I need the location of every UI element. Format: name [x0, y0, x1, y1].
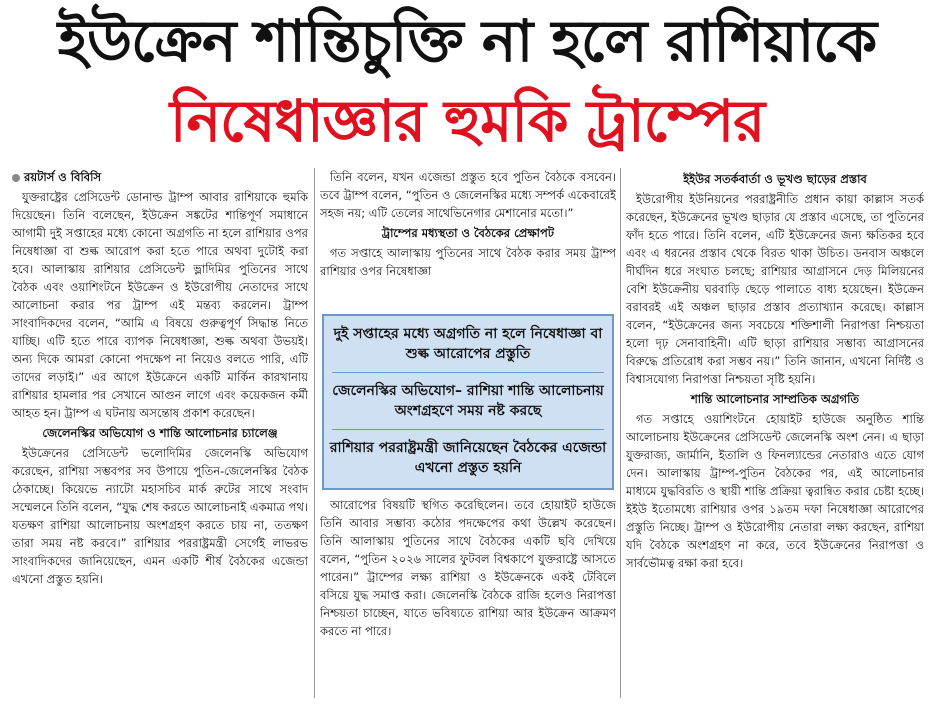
column3-subhead-2: শান্তি আলোচনার সাম্প্রতিক অগ্রগতি — [691, 392, 859, 406]
highlight-callout-box — [322, 314, 614, 490]
column2-subhead: ট্রাম্পের মধ্যস্থতা ও বৈঠকের প্রেক্ষাপট — [381, 226, 555, 240]
article-column-2-top — [320, 168, 616, 286]
article-column-1 — [12, 168, 308, 698]
column1-paragraph-2: ইউক্রেনের প্রেসিডেন্ট ভলোদিমির জেলেনস্কি অভিযোগ করেছেন, রাশিয়া সম্ভবপর সব উপায়ে পুতিন-জেলেনস্কির বৈঠক ঠেকাচ্ছে। কিয়েভে ন্যাটো মহাসচিব মার্ক রুটের সাথে সংবাদ সম্মেলনে তিনি বলেন, “যুদ্ধ শেষ করতে আলোচনাই একমাত্র পথ। যতক্ষণ রাশিয়া আলোচনায় অংশগ্রহণ করতে চায় না, ততক্ষণ তারা সময় নষ্ট করবে।” রাশিয়ার পররাষ্ট্রমন্ত্রী সের্গেই লাভরভ সাংবাদিকদের জানিয়েছেন, এমন একটি শীর্ষ বৈঠকের এজেন্ডা এখনো প্রস্তুত হয়নি। — [12, 446, 308, 586]
byline — [12, 168, 308, 186]
callout-item-1: দুই সপ্তাহের মধ্যে অগ্রগতি না হলে নিষেধাজ্ঞা বা শুল্ক আরোপের প্রস্তুতি — [333, 326, 603, 362]
column2-paragraph-top: তিনি বলেন, যখন এজেন্ডা প্রস্তুত হবে পুতিন বৈঠকে বসবেন। তবে ট্রাম্প বলেন, “পুতিন ও জেলেনস্কির মধ্যে সম্পর্ক একেবারেই সহজ নয়; এটি তেলের সাথেভিনেগার মেশানোর মতো।” — [320, 170, 616, 220]
column2-paragraph-bottom: আরোপের বিষয়টি স্থগিত করেছিলেন। তবে হোয়াইট হাউজে তিনি আবার সম্ভাব্য কঠোর পদক্ষেপের কথা উল্লেখ করেছেন। তিনি আলাস্কায় পুতিনের সাথে বৈঠকের একটি ছবি দেখিয়ে বলেন, “পুতিন ২০২৬ সালের ফুটবল বিশ্বকাপে যুক্তরাষ্ট্রে আসতে পারেন।” ট্রাম্পের লক্ষ্য রাশিয়া ও ইউক্রেনকে একই টেবিলে বসিয়ে যুদ্ধ সমাপ্ত করা। জেলেনস্কি বৈঠকে রাজি হলেও নিরাপত্তা নিশ্চয়তা চাচ্ছেন, যাতে ভবিষ্যতে রাশিয়া আর ইউক্রেন আক্রমণ করতে না পারে। — [320, 498, 616, 638]
article-column-2-bottom — [320, 496, 616, 698]
article-column-3 — [626, 168, 924, 698]
headline-line-1: ইউক্রেন শান্তিচুক্তি না হলে রাশিয়াকে — [57, 7, 877, 75]
bullet-icon — [12, 174, 20, 182]
callout-item-3: রাশিয়ার পররাষ্ট্রমন্ত্রী জানিয়েছেন বৈঠকের এজেন্ডা এখনো প্রস্তুত হয়নি — [329, 440, 607, 476]
callout-divider-1 — [332, 372, 604, 373]
callout-divider-2 — [332, 429, 604, 430]
column3-paragraph-1: ইউরোপীয় ইউনিয়নের পররাষ্ট্রনীতি প্রধান কায়া কাল্লাস সতর্ক করেছেন, ইউক্রেনের ভূখণ্ড ছাড়ার যে প্রস্তাব এসেছে, তা পুতিনের ফাঁদ হতে পারে। তিনি বলেন, এটি ইউক্রেনের জন্য ক্ষতিকর হবে এবং এ ধরনের প্রস্তাব থেকে বিরত থাকা উচিত। ডনবাস অঞ্চলে দীর্ঘদিন ধরে সংঘাত চলছে; রাশিয়ার আগ্রাসনে দেড় মিলিয়নের বেশি ইউক্রেনীয় ঘরবাড়ি ছেড়ে পালাতে বাধ্য হয়েছেন। ইউক্রেন বরাবরই এই অঞ্চল ছাড়ার প্রস্তাব প্রত্যাখ্যান করেছে। কাল্লাস বলেন, “ইউক্রেনের জন্য সবচেয়ে শক্তিশালী নিরাপত্তা নিশ্চয়তা হলো দৃঢ় সেনাবাহিনী। এটি ছাড়া রাশিয়ার সম্ভাব্য আগ্রাসনের বিরুদ্ধে প্রতিরোধ করা সম্ভব নয়।” তিনি জানান, এখনো নির্দিষ্ট ও বিশ্বাসযোগ্য নিরাপত্তা নিশ্চয়তা সৃষ্টি হয়নি। — [626, 192, 924, 386]
column-divider-1 — [314, 168, 315, 698]
headline-line-2: নিষেধাজ্ঞার হুমকি ট্রাম্পের — [169, 87, 765, 155]
byline-text: রয়টার্স ও বিবিসি — [24, 170, 102, 184]
column2-paragraph-mid: গত সপ্তাহে আলাস্কায় পুতিনের সাথে বৈঠক করার সময় ট্রাম্প রাশিয়ার ওপর নিষেধাজ্ঞা — [320, 246, 616, 278]
callout-item-2: জেলেনস্কির অভিযোগ– রাশিয়া শান্তি আলোচনায় অংশগ্রহণে সময় নষ্ট করছে — [332, 383, 604, 419]
column-divider-2 — [620, 168, 621, 698]
column1-paragraph-1: যুক্তরাষ্ট্রের প্রেসিডেন্ট ডোনাল্ড ট্রাম্প আবার রাশিয়াকে হুমকি দিয়েছেন। তিনি বলেছেন, ইউক্রেন সঙ্কটের শান্তিপূর্ণ সমাধানে আগামী দুই সপ্তাহের মধ্যে কোনো অগ্রগতি না হলে রাশিয়ার ওপর নিষেধাজ্ঞা বা শুল্ক আরোপ করা হতে পারে অথবা দুটোই করা হবে। আলাস্কায় রাশিয়ার প্রেসিডেন্ট ভ্লাদিমির পুতিনের সাথে বৈঠক এবং ওয়াশিংটনে ইউক্রেন ও ইউরোপীয় নেতাদের সাথে আলোচনা করার পর ট্রাম্প এই মন্তব্য করলেন। ট্রাম্প সাংবাদিকদের বলেন, “আমি এ বিষয়ে গুরুত্বপূর্ণ সিদ্ধান্ত নিতে যাচ্ছি। এটি হতে পারে ব্যাপক নিষেধাজ্ঞা, শুল্ক অথবা উভয়ই। অন্য দিকে আমরা কোনো পদক্ষেপ না নিয়েও বলতে পারি, এটি তাদের লড়াই।” এর আগে ইউক্রেনে একটি মার্কিন কারখানায় রাশিয়ার হামলার পর সেখানে আগুন লাগে এবং কয়েকজন কর্মী আহত হন। ট্রাম্প এ ঘটনায় অসন্তোষ প্রকাশ করেছেন। — [12, 190, 308, 420]
column3-subhead-1: ইইউর সতর্কবার্তা ও ভূখণ্ড ছাড়ের প্রস্তাব — [683, 172, 867, 186]
column1-subhead: জেলেনস্কির অভিযোগ ও শান্তি আলোচনার চ্যালেঞ্জ — [42, 426, 278, 440]
column3-paragraph-2: গত সপ্তাহে ওয়াশিংটনে হোয়াইট হাউজে অনুষ্ঠিত শান্তি আলোচনায় ইউক্রেনের প্রেসিডেন্ট জেলেনস্কি অংশ নেন। এ ছাড়া যুক্তরাজ্য, জার্মানি, ইতালি ও ফিনল্যান্ডের নেতারাও এতে যোগ দেন। আলাস্কায় ট্রাম্প-পুতিন বৈঠকের পর, এই আলোচনার মাধ্যমে যুদ্ধবিরতি ও স্থায়ী শান্তি প্রক্রিয়া ত্বরান্বিত করার চেষ্টা হচ্ছে। ইইউ ইতোমধ্যে রাশিয়ার ওপর ১৯তম দফা নিষেধাজ্ঞা আরোপের প্রস্তুতি নিচ্ছে। ট্রাম্প ও ইউরোপীয় নেতারা লক্ষ্য করছেন, রাশিয়া যদি বৈঠকে অংশগ্রহণ না করে, তবে ইউক্রেনের নিরাপত্তা ও সার্বভৌমত্ব রক্ষা করা হবে। — [626, 412, 924, 570]
